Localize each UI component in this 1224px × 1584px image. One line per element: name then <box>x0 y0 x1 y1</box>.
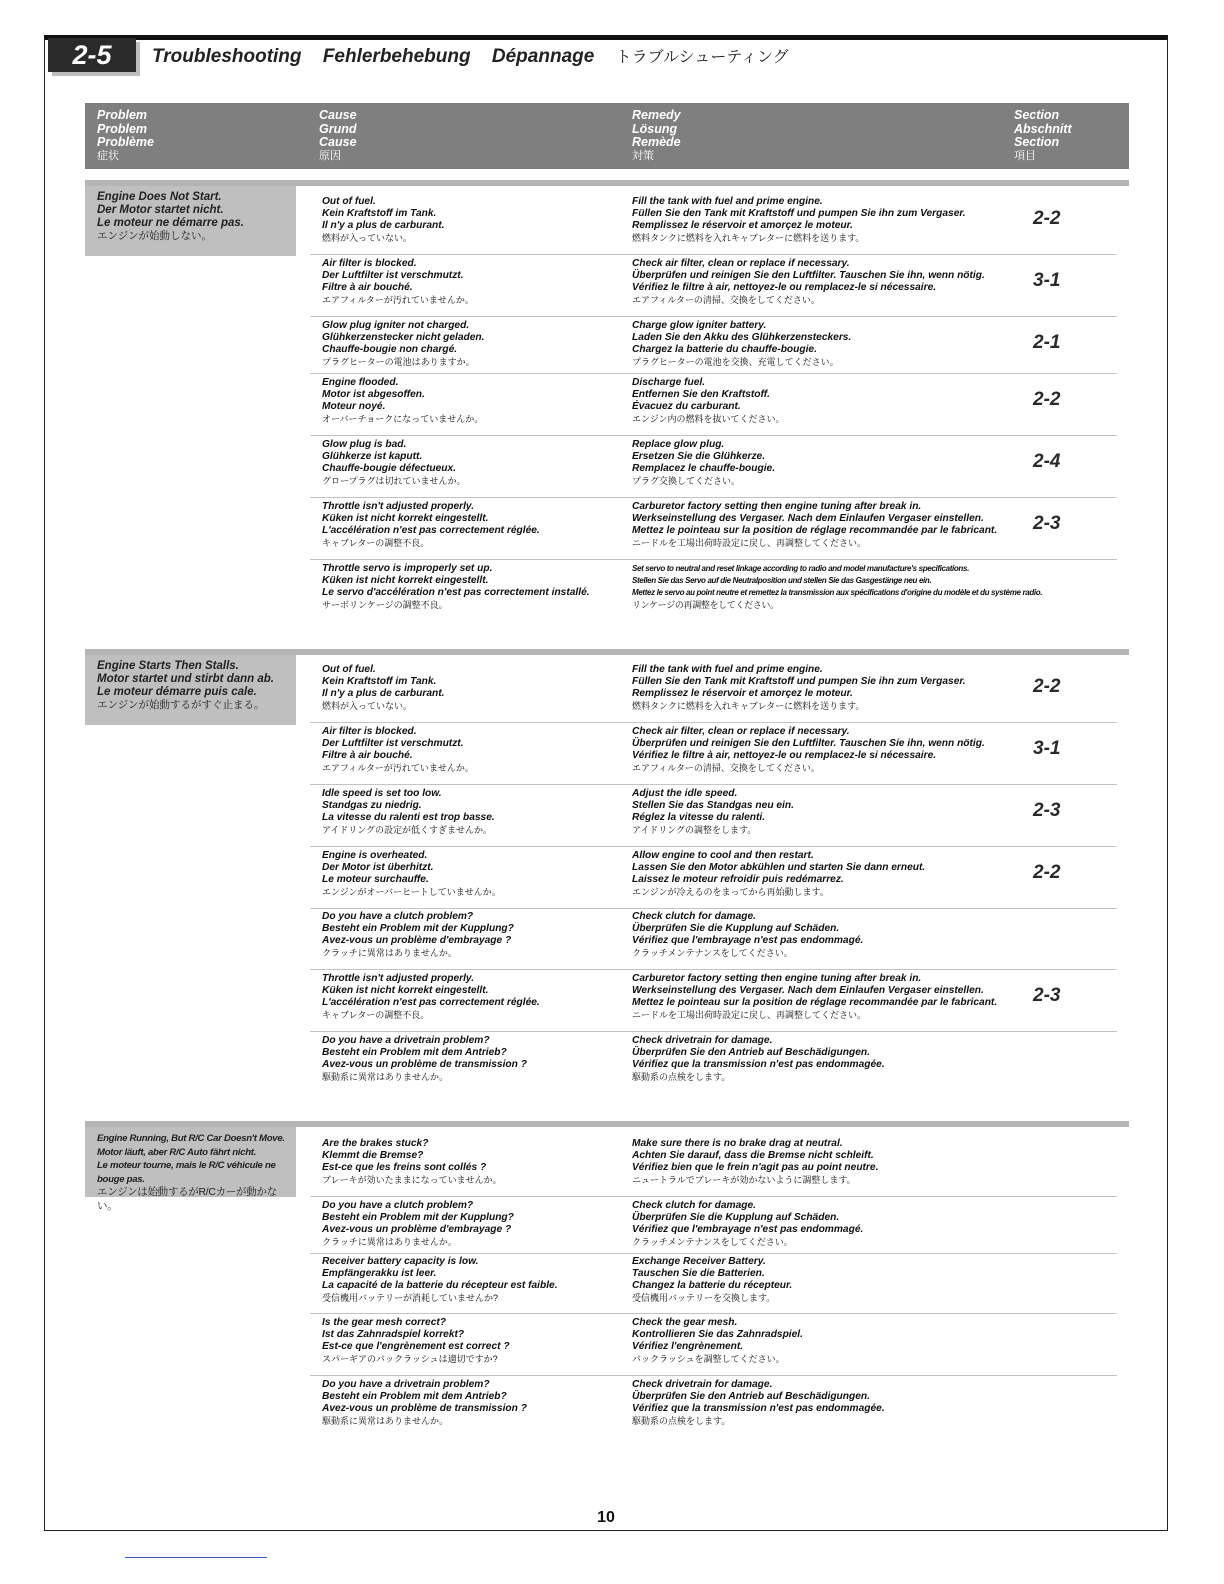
remedy-de: Füllen Sie den Tank mit Kraftstoff und pumpen Sie ihn zum Vergaser. <box>632 676 966 687</box>
remedy-en: Discharge fuel. <box>632 377 706 388</box>
cause-jp: グロープラグは切れていませんか。 <box>322 476 466 486</box>
remedy-de: Stellen Sie das Servo auf die Neutralposition und stellen Sie das Gasgestänge neu ein. <box>632 576 932 585</box>
cause-de: Ist das Zahnradspiel korrekt? <box>322 1329 465 1340</box>
remedy-fr: Mettez le servo au point neutre et remettez la transmission aux spécifications d'origine du modèle et du système radio. <box>632 588 1043 597</box>
remedy-de: Lassen Sie den Motor abkühlen und starten Sie dann erneut. <box>632 862 926 873</box>
remedy-en: Check clutch for damage. <box>632 1200 756 1211</box>
cause-fr: La vitesse du ralenti est trop basse. <box>322 812 495 823</box>
section-number: 2-3 <box>1033 800 1061 821</box>
remedy-fr: Mettez le pointeau sur la position de réglage recommandée par le fabricant. <box>632 997 998 1008</box>
header-remedy-fr: Remède <box>632 135 681 149</box>
remedy-cell <box>632 377 1012 425</box>
section-number: 2-2 <box>1033 676 1061 697</box>
cause-de: Küken ist nicht korrekt eingestellt. <box>322 985 489 996</box>
remedy-en: Check drivetrain for damage. <box>632 1379 773 1390</box>
remedy-cell <box>632 911 1012 959</box>
remedy-cell <box>632 563 1043 611</box>
cause-fr: Avez-vous un problème d'embrayage ? <box>322 1224 512 1235</box>
table-row <box>310 664 1117 723</box>
cause-cell <box>322 664 622 712</box>
cause-de: Glühkerze ist kaputt. <box>322 451 423 462</box>
remedy-fr: Évacuez du carburant. <box>632 401 741 412</box>
section-number: 2-3 <box>1033 513 1061 534</box>
cause-jp: 受信機用バッテリーが消耗していませんか? <box>322 1293 499 1303</box>
remedy-fr: Remplissez le réservoir et amorçez le moteur. <box>632 688 853 699</box>
header-problem-fr: Problème <box>97 135 154 149</box>
remedy-fr: Vérifiez que la transmission n'est pas endommagée. <box>632 1059 885 1070</box>
problem-fr: Le moteur tourne, mais le R/C véhicule ne bouge pas. <box>97 1160 276 1185</box>
problem-de: Der Motor startet nicht. <box>97 204 224 216</box>
remedy-en: Replace glow plug. <box>632 439 725 450</box>
remedy-en: Set servo to neutral and reset linkage according to radio and model manufacture's specifications. <box>632 564 969 573</box>
cause-en: Do you have a drivetrain problem? <box>322 1035 490 1046</box>
cause-jp: エアフィルターが汚れていませんか。 <box>322 295 474 305</box>
section-number: 2-1 <box>1033 332 1061 353</box>
cause-de: Besteht ein Problem mit der Kupplung? <box>322 1212 514 1223</box>
remedy-jp: ニードルを工場出荷時設定に戻し、再調整してください。 <box>632 538 867 548</box>
table-row <box>310 1035 1117 1093</box>
remedy-jp: クラッチメンテナンスをしてください。 <box>632 948 793 958</box>
problem-engine-running-car-not-moving <box>85 1127 296 1212</box>
cause-fr: La capacité de la batterie du récepteur est faible. <box>322 1280 558 1291</box>
header-problem <box>97 109 154 163</box>
table-row <box>310 1256 1117 1314</box>
cause-jp: 駆動系に異常はありませんか。 <box>322 1416 449 1426</box>
remedy-de: Überprüfen Sie die Kupplung auf Schäden. <box>632 923 840 934</box>
header-remedy <box>632 109 681 163</box>
cause-cell <box>322 788 622 836</box>
cause-de: Besteht ein Problem mit dem Antrieb? <box>322 1391 507 1402</box>
table-row <box>310 911 1117 970</box>
remedy-jp: 燃料タンクに燃料を入れキャブレターに燃料を送ります。 <box>632 233 865 243</box>
cause-cell <box>322 1317 622 1365</box>
remedy-en: Check drivetrain for damage. <box>632 1035 773 1046</box>
cause-fr: Il n'y a plus de carburant. <box>322 220 445 231</box>
cause-de: Besteht ein Problem mit dem Antrieb? <box>322 1047 507 1058</box>
remedy-de: Entfernen Sie den Kraftstoff. <box>632 389 770 400</box>
header-section-de: Abschnitt <box>1014 121 1072 136</box>
remedy-jp: ニードルを工場出荷時設定に戻し、再調整してください。 <box>632 1010 867 1020</box>
problem-engine-starts-then-stalls <box>85 655 296 725</box>
remedy-fr: Vérifiez le filtre à air, nettoyez-le ou remplacez-le si nécessaire. <box>632 750 937 761</box>
cause-cell <box>322 377 622 425</box>
cause-cell <box>322 1379 622 1427</box>
cause-fr: Avez-vous un problème d'embrayage ? <box>322 935 512 946</box>
cause-en: Throttle servo is improperly set up. <box>322 563 493 574</box>
remedy-cell <box>632 1035 1012 1083</box>
remedy-cell <box>632 850 1012 898</box>
cause-jp: エンジンがオーバーヒートしていませんか。 <box>322 887 501 897</box>
cause-cell <box>322 501 622 549</box>
remedy-en: Carburetor factory setting then engine tuning after break in. <box>632 501 922 512</box>
problem-de: Motor startet und stirbt dann ab. <box>97 673 274 685</box>
header-section-en: Section <box>1014 108 1060 122</box>
table-row <box>310 501 1117 560</box>
cause-jp: エアフィルターが汚れていませんか。 <box>322 763 474 773</box>
cause-de: Motor ist abgesoffen. <box>322 389 425 400</box>
cause-cell <box>322 196 622 244</box>
cause-de: Küken ist nicht korrekt eingestellt. <box>322 513 489 524</box>
problem-en: Engine Does Not Start. <box>97 191 222 203</box>
table-row <box>310 320 1117 374</box>
table-row <box>310 439 1117 498</box>
header-remedy-en: Remedy <box>632 108 681 122</box>
cause-cell <box>322 1138 622 1186</box>
remedy-jp: エンジン内の燃料を抜いてください。 <box>632 414 785 424</box>
header-section <box>1014 109 1072 163</box>
section-number: 2-4 <box>1033 451 1061 472</box>
header-cause <box>319 109 357 163</box>
table-row <box>310 377 1117 436</box>
footer-line <box>125 1557 267 1558</box>
section-number: 2-2 <box>1033 389 1061 410</box>
cause-fr: Avez-vous un problème de transmission ? <box>322 1403 527 1414</box>
remedy-en: Fill the tank with fuel and prime engine. <box>632 664 823 675</box>
cause-en: Do you have a clutch problem? <box>322 1200 474 1211</box>
section-number: 2-2 <box>1033 208 1061 229</box>
cause-jp: 駆動系に異常はありませんか。 <box>322 1072 449 1082</box>
cause-en: Glow plug igniter not charged. <box>322 320 470 331</box>
cause-jp: オーバーチョークになっていませんか。 <box>322 414 484 424</box>
cause-en: Out of fuel. <box>322 196 376 207</box>
remedy-fr: Réglez la vitesse du ralenti. <box>632 812 766 823</box>
remedy-jp: プラグヒーターの電池を交換、充電してください。 <box>632 357 839 367</box>
remedy-de: Füllen Sie den Tank mit Kraftstoff und pumpen Sie ihn zum Vergaser. <box>632 208 966 219</box>
cause-en: Is the gear mesh correct? <box>322 1317 446 1328</box>
remedy-fr: Vérifiez bien que le frein n'agit pas au point neutre. <box>632 1162 879 1173</box>
cause-de: Kein Kraftstoff im Tank. <box>322 208 437 219</box>
cause-cell <box>322 973 622 1021</box>
cause-fr: Avez-vous un problème de transmission ? <box>322 1059 527 1070</box>
remedy-en: Carburetor factory setting then engine tuning after break in. <box>632 973 922 984</box>
remedy-cell <box>632 1200 1012 1248</box>
problem-de: Motor läuft, aber R/C Auto fährt nicht. <box>97 1146 257 1158</box>
remedy-fr: Vérifiez que la transmission n'est pas endommagée. <box>632 1403 885 1414</box>
remedy-en: Check clutch for damage. <box>632 911 756 922</box>
table-row <box>310 1379 1117 1437</box>
cause-jp: キャブレターの調整不良。 <box>322 1010 430 1020</box>
cause-fr: Moteur noyé. <box>322 401 386 412</box>
section-number: 2-3 <box>1033 985 1061 1006</box>
cause-jp: サーボリンケージの調整不良。 <box>322 600 448 610</box>
remedy-jp: クラッチメンテナンスをしてください。 <box>632 1237 793 1247</box>
remedy-de: Überprüfen und reinigen Sie den Luftfilter. Tauschen Sie ihn, wenn nötig. <box>632 270 985 281</box>
remedy-cell <box>632 788 1012 836</box>
remedy-jp: アイドリングの調整をします。 <box>632 825 757 835</box>
header-section-fr: Section <box>1014 135 1060 149</box>
cause-fr: Filtre à air bouché. <box>322 750 413 761</box>
remedy-cell <box>632 196 1012 244</box>
problem-fr: Le moteur démarre puis cale. <box>97 686 257 698</box>
cause-en: Idle speed is set too low. <box>322 788 442 799</box>
remedy-jp: プラグ交換してください。 <box>632 476 741 486</box>
problem-jp: エンジンが始動するがすぐ止まる。 <box>97 699 265 711</box>
cause-en: Engine flooded. <box>322 377 399 388</box>
remedy-de: Überprüfen Sie den Antrieb auf Beschädigungen. <box>632 1391 870 1402</box>
cause-fr: L'accélération n'est pas correctement réglée. <box>322 525 540 536</box>
remedy-jp: 燃料タンクに燃料を入れキャブレターに燃料を送ります。 <box>632 701 865 711</box>
header-problem-de: Problem <box>97 121 148 136</box>
problem-jp: エンジンは始動するがR/Cカーが動かない。 <box>97 1186 277 1212</box>
cause-fr: Chauffe-bougie non chargé. <box>322 344 458 355</box>
page-title <box>152 44 803 68</box>
remedy-de: Stellen Sie das Standgas neu ein. <box>632 800 794 811</box>
cause-de: Der Motor ist überhitzt. <box>322 862 434 873</box>
remedy-de: Achten Sie darauf, dass die Bremse nicht schleift. <box>632 1150 874 1161</box>
cause-en: Air filter is blocked. <box>322 258 417 269</box>
cause-de: Küken ist nicht korrekt eingestellt. <box>322 575 489 586</box>
remedy-fr: Vérifiez que l'embrayage n'est pas endommagé. <box>632 935 864 946</box>
table-row <box>310 1138 1117 1197</box>
cause-cell <box>322 320 622 368</box>
remedy-jp: リンケージの再調整をしてください。 <box>632 600 779 610</box>
remedy-jp: 駆動系の点検をします。 <box>632 1072 731 1082</box>
cause-cell <box>322 726 622 774</box>
table-row <box>310 563 1117 621</box>
header-problem-en: Problem <box>97 108 148 122</box>
remedy-jp: エンジンが冷えるのをまってから再始動します。 <box>632 887 829 897</box>
cause-fr: L'accélération n'est pas correctement réglée. <box>322 997 540 1008</box>
remedy-en: Allow engine to cool and then restart. <box>632 850 814 861</box>
cause-cell <box>322 563 622 611</box>
cause-jp: クラッチに異常はありませんか。 <box>322 1237 457 1247</box>
remedy-jp: バックラッシュを調整してください。 <box>632 1354 785 1364</box>
remedy-jp: ニュートラルでブレーキが効かないように調整します。 <box>632 1175 856 1185</box>
table-header <box>85 103 1129 169</box>
problem-en: Engine Starts Then Stalls. <box>97 660 239 672</box>
cause-fr: Est-ce que les freins sont collés ? <box>322 1162 487 1173</box>
cause-de: Standgas zu niedrig. <box>322 800 422 811</box>
cause-fr: Est-ce que l'engrènement est correct ? <box>322 1341 510 1352</box>
remedy-de: Überprüfen Sie die Kupplung auf Schäden. <box>632 1212 840 1223</box>
header-cause-de: Grund <box>319 121 357 136</box>
table-row <box>310 196 1117 255</box>
remedy-fr: Vérifiez que l'embrayage n'est pas endommagé. <box>632 1224 864 1235</box>
cause-cell <box>322 1256 622 1304</box>
cause-cell <box>322 1200 622 1248</box>
remedy-de: Ersetzen Sie die Glühkerze. <box>632 451 766 462</box>
remedy-fr: Mettez le pointeau sur la position de réglage recommandée par le fabricant. <box>632 525 998 536</box>
remedy-de: Laden Sie den Akku des Glühkerzensteckers. <box>632 332 852 343</box>
remedy-cell <box>632 258 1012 306</box>
remedy-cell <box>632 1138 1012 1186</box>
cause-cell <box>322 911 622 959</box>
remedy-fr: Vérifiez le filtre à air, nettoyez-le ou remplacez-le si nécessaire. <box>632 282 937 293</box>
title-en: Troubleshooting <box>152 46 302 67</box>
cause-de: Empfängerakku ist leer. <box>322 1268 437 1279</box>
cause-fr: Le moteur surchauffe. <box>322 874 429 885</box>
remedy-de: Überprüfen und reinigen Sie den Luftfilter. Tauschen Sie ihn, wenn nötig. <box>632 738 985 749</box>
cause-de: Klemmt die Bremse? <box>322 1150 424 1161</box>
remedy-en: Fill the tank with fuel and prime engine. <box>632 196 823 207</box>
remedy-fr: Vérifiez l'engrènement. <box>632 1341 744 1352</box>
section-number: 3-1 <box>1033 738 1061 759</box>
remedy-fr: Changez la batterie du récepteur. <box>632 1280 793 1291</box>
cause-jp: スパーギアのバックラッシュは適切ですか? <box>322 1354 498 1364</box>
problem-en: Engine Running, But R/C Car Doesn't Move. <box>97 1133 285 1144</box>
remedy-jp: 受信機用バッテリーを交換します。 <box>632 1293 776 1303</box>
cause-en: Throttle isn't adjusted properly. <box>322 501 475 512</box>
remedy-cell <box>632 973 1012 1021</box>
cause-jp: 燃料が入っていない。 <box>322 701 413 711</box>
cause-en: Receiver battery capacity is low. <box>322 1256 479 1267</box>
table-row <box>310 788 1117 847</box>
remedy-cell <box>632 1256 1012 1304</box>
remedy-cell <box>632 664 1012 712</box>
remedy-fr: Chargez la batterie du chauffe-bougie. <box>632 344 817 355</box>
remedy-fr: Remplacez le chauffe-bougie. <box>632 463 776 474</box>
remedy-en: Exchange Receiver Battery. <box>632 1256 766 1267</box>
cause-fr: Il n'y a plus de carburant. <box>322 688 445 699</box>
page-number: 10 <box>597 1509 615 1526</box>
cause-en: Air filter is blocked. <box>322 726 417 737</box>
remedy-en: Charge glow igniter battery. <box>632 320 767 331</box>
section-number: 3-1 <box>1033 270 1061 291</box>
title-fr: Dépannage <box>491 46 595 67</box>
header-cause-fr: Cause <box>319 135 357 149</box>
cause-jp: 燃料が入っていない。 <box>322 233 413 243</box>
cause-en: Out of fuel. <box>322 664 376 675</box>
remedy-cell <box>632 726 1012 774</box>
remedy-fr: Remplissez le réservoir et amorçez le moteur. <box>632 220 853 231</box>
remedy-cell <box>632 501 1012 549</box>
cause-de: Der Luftfilter ist verschmutzt. <box>322 270 464 281</box>
table-row <box>310 726 1117 785</box>
cause-jp: キャブレターの調整不良。 <box>322 538 430 548</box>
problem-jp: エンジンが始動しない。 <box>97 230 212 242</box>
header-cause-jp: 原因 <box>319 149 341 162</box>
remedy-jp: エアフィルターの清掃、交換をしてください。 <box>632 295 820 305</box>
remedy-en: Check the gear mesh. <box>632 1317 738 1328</box>
cause-jp: ブレーキが効いたままになっていませんか。 <box>322 1175 502 1185</box>
cause-en: Glow plug is bad. <box>322 439 407 450</box>
cause-fr: Le servo d'accélération n'est pas correctement installé. <box>322 587 590 598</box>
cause-de: Kein Kraftstoff im Tank. <box>322 676 437 687</box>
remedy-jp: 駆動系の点検をします。 <box>632 1416 731 1426</box>
cause-en: Throttle isn't adjusted properly. <box>322 973 475 984</box>
cause-en: Are the brakes stuck? <box>322 1138 429 1149</box>
remedy-de: Überprüfen Sie den Antrieb auf Beschädigungen. <box>632 1047 870 1058</box>
table-row <box>310 258 1117 317</box>
remedy-de: Tauschen Sie die Batterien. <box>632 1268 765 1279</box>
cause-cell <box>322 850 622 898</box>
cause-jp: プラグヒーターの電池はありますか。 <box>322 357 475 367</box>
remedy-en: Check air filter, clean or replace if necessary. <box>632 258 850 269</box>
title-de: Fehlerbehebung <box>322 46 471 67</box>
remedy-jp: エアフィルターの清掃、交換をしてください。 <box>632 763 820 773</box>
cause-jp: アイドリングの設定が低くすぎませんか。 <box>322 825 493 835</box>
cause-fr: Filtre à air bouché. <box>322 282 413 293</box>
header-cause-en: Cause <box>319 108 357 122</box>
cause-en: Do you have a clutch problem? <box>322 911 474 922</box>
table-row <box>310 850 1117 909</box>
remedy-cell <box>632 320 1012 368</box>
remedy-cell <box>632 1379 1012 1427</box>
cause-de: Glühkerzenstecker nicht geladen. <box>322 332 485 343</box>
problem-engine-does-not-start <box>85 186 296 256</box>
header-remedy-jp: 対策 <box>632 149 654 162</box>
table-row <box>310 1317 1117 1376</box>
cause-jp: クラッチに異常はありませんか。 <box>322 948 457 958</box>
remedy-fr: Laissez le moteur refroidir puis redémarrez. <box>632 874 844 885</box>
cause-en: Do you have a drivetrain problem? <box>322 1379 490 1390</box>
remedy-en: Adjust the idle speed. <box>632 788 738 799</box>
section-badge: 2-5 <box>48 38 136 72</box>
remedy-de: Werkseinstellung des Vergaser. Nach dem Einlaufen Vergaser einstellen. <box>632 985 984 996</box>
cause-de: Besteht ein Problem mit der Kupplung? <box>322 923 514 934</box>
table-row <box>310 1200 1117 1254</box>
header-section-jp: 項目 <box>1014 149 1036 162</box>
remedy-cell <box>632 439 1012 487</box>
cause-cell <box>322 1035 622 1083</box>
cause-en: Engine is overheated. <box>322 850 428 861</box>
cause-cell <box>322 258 622 306</box>
cause-de: Der Luftfilter ist verschmutzt. <box>322 738 464 749</box>
remedy-cell <box>632 1317 1012 1365</box>
problem-fr: Le moteur ne démarre pas. <box>97 217 244 229</box>
header-problem-jp: 症状 <box>97 149 119 162</box>
remedy-en: Make sure there is no brake drag at neutral. <box>632 1138 843 1149</box>
remedy-de: Werkseinstellung des Vergaser. Nach dem Einlaufen Vergaser einstellen. <box>632 513 984 524</box>
header-remedy-de: Lösung <box>632 121 678 136</box>
cause-cell <box>322 439 622 487</box>
table-row <box>310 973 1117 1032</box>
remedy-de: Kontrollieren Sie das Zahnradspiel. <box>632 1329 803 1340</box>
remedy-en: Check air filter, clean or replace if necessary. <box>632 726 850 737</box>
title-jp: トラブルシューティング <box>615 49 789 66</box>
section-number: 2-2 <box>1033 862 1061 883</box>
cause-fr: Chauffe-bougie défectueux. <box>322 463 456 474</box>
